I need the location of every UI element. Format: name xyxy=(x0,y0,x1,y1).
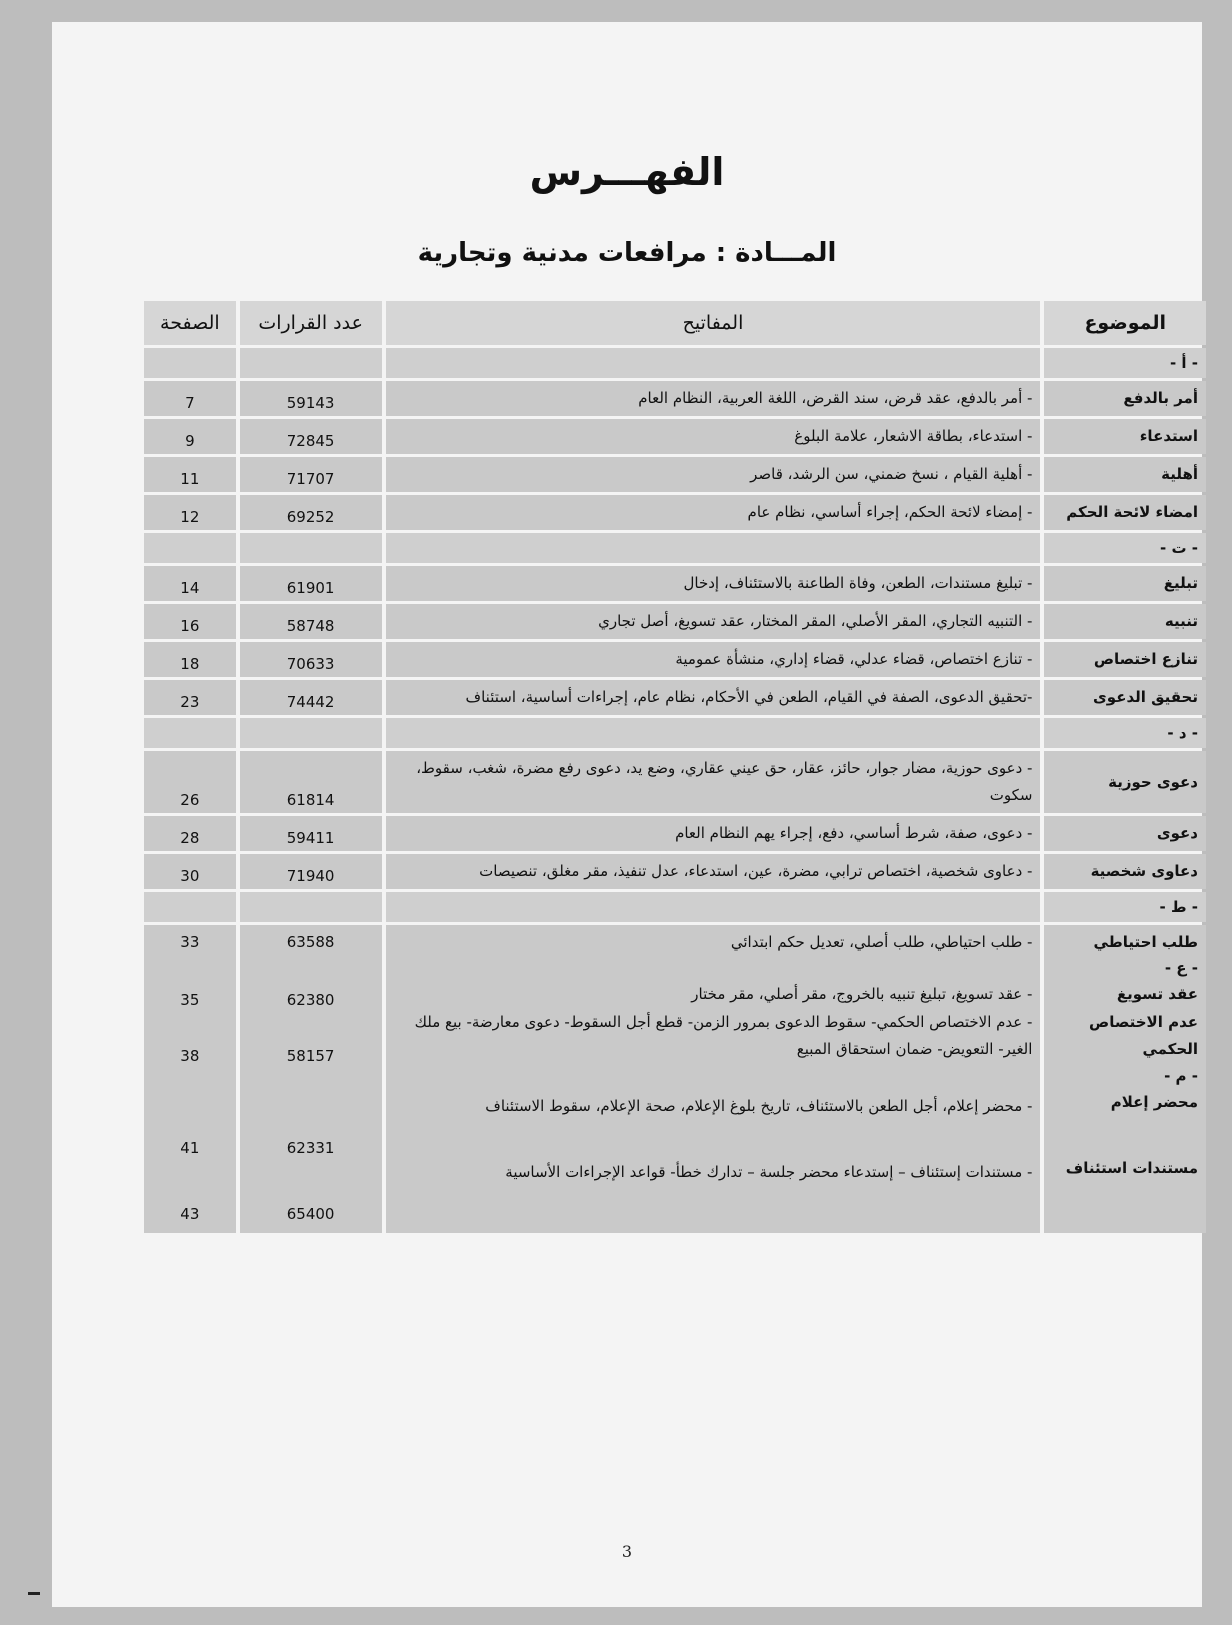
count-cell-item: 62380 xyxy=(286,991,335,1009)
keywords-cell-item: - عدم الاختصاص الحكمي- سقوط الدعوى بمرور الزمن- قطع أجل السقوط- دعوى معارضة- بيع ملك الغير- التعويض- ضمان استحقاق المبيع xyxy=(414,1013,1033,1058)
subject-cell-item: - م - xyxy=(1164,1067,1198,1085)
page-number: 3 xyxy=(621,1542,633,1561)
keywords-cell-item: - محضر إعلام، أجل الطعن بالاستئناف، تاريخ بلوغ الإعلام، صحة الإعلام، سقوط الاستئناف xyxy=(485,1097,1033,1115)
keywords-cell: - أهلية القيام ، نسخ ضمني، سن الرشد، قاصر xyxy=(386,457,1041,492)
keywords-cell: - دعوى، صفة، شرط أساسي، دفع، إجراء يهم النظام العام xyxy=(386,816,1041,851)
page-cell: 7 xyxy=(144,381,236,416)
page-cell-item: 38 xyxy=(180,1047,200,1065)
count-cell: 59411 xyxy=(240,816,382,851)
count-cell: 69252 xyxy=(240,495,382,530)
subject-cell-item: طلب احتياطي xyxy=(1093,933,1198,951)
subject-cell: تنبيه xyxy=(1044,604,1206,639)
section-letter: - أ - xyxy=(1044,348,1206,378)
subject-cell: تحقيق الدعوى xyxy=(1044,680,1206,715)
table-row xyxy=(144,457,1206,492)
section-blank xyxy=(386,533,1041,563)
table-row xyxy=(144,495,1206,530)
page-cell: 30 xyxy=(144,854,236,889)
subject-cell: تنازع اختصاص xyxy=(1044,642,1206,677)
page-cell-item: 41 xyxy=(180,1139,200,1157)
section-blank xyxy=(144,348,236,378)
page-cell-item: 43 xyxy=(180,1205,200,1223)
keywords-cell: - أمر بالدفع، عقد قرض، سند القرض، اللغة العربية، النظام العام xyxy=(386,381,1041,416)
page-cell: 14 xyxy=(144,566,236,601)
keywords-cell: - دعاوى شخصية، اختصاص ترابي، مضرة، عين، استدعاء، عدل تنفيذ، مقر مغلق، تنصيصات xyxy=(386,854,1041,889)
table-row xyxy=(144,419,1206,454)
table-row xyxy=(144,680,1206,715)
document-page xyxy=(52,22,1202,1607)
header-keys: المفاتيح xyxy=(386,301,1041,345)
keywords-cell: - تبليغ مستندات، الطعن، وفاة الطاعنة بالاستئناف، إدخال xyxy=(386,566,1041,601)
keywords-cell-item: - عقد تسويغ، تبليغ تنبيه بالخروج، مقر أصلي، مقر مختار xyxy=(691,985,1033,1003)
page-cell: 28 xyxy=(144,816,236,851)
count-cell: 72845 xyxy=(240,419,382,454)
page-cell: 12 xyxy=(144,495,236,530)
page-cell-item: 35 xyxy=(180,991,200,1009)
page-cell: 23 xyxy=(144,680,236,715)
merged-block-row xyxy=(144,925,1206,1233)
subject-cell-item: مستندات استئناف xyxy=(1065,1159,1198,1177)
section-letter: - د - xyxy=(1044,718,1206,748)
section-blank xyxy=(144,892,236,922)
page-cell: 16 xyxy=(144,604,236,639)
keywords-cell xyxy=(386,925,1041,1233)
section-row xyxy=(144,718,1206,748)
subject-cell-item: محضر إعلام xyxy=(1110,1093,1198,1111)
count-cell: 74442 xyxy=(240,680,382,715)
header-page: الصفحة xyxy=(144,301,236,345)
subject-cell: امضاء لائحة الحكم xyxy=(1044,495,1206,530)
count-cell-item: 63588 xyxy=(286,933,335,951)
page-cell: 9 xyxy=(144,419,236,454)
count-cell-item: 65400 xyxy=(286,1205,335,1223)
subject-cell: دعوى حوزية xyxy=(1044,751,1206,813)
table-row xyxy=(144,816,1206,851)
section-blank xyxy=(240,533,382,563)
section-blank xyxy=(144,718,236,748)
index-title: الفهـــرس xyxy=(529,150,725,194)
index-table xyxy=(140,298,1210,1236)
section-letter: - ت - xyxy=(1044,533,1206,563)
section-row xyxy=(144,892,1206,922)
table-row xyxy=(144,642,1206,677)
table-row xyxy=(144,854,1206,889)
keywords-cell: - تنازع اختصاص، قضاء عدلي، قضاء إداري، منشأة عمومية xyxy=(386,642,1041,677)
subject-cell: أهلية xyxy=(1044,457,1206,492)
subject-cell: دعوى xyxy=(1044,816,1206,851)
section-blank xyxy=(386,718,1041,748)
page-cell xyxy=(144,925,236,1233)
count-cell: 61814 xyxy=(240,751,382,813)
section-blank xyxy=(144,533,236,563)
table-row xyxy=(144,566,1206,601)
subject-cell-item: - ع - xyxy=(1164,959,1198,977)
scan-mark xyxy=(28,1592,40,1595)
count-cell: 71707 xyxy=(240,457,382,492)
header-subject: الموضوع xyxy=(1044,301,1206,345)
count-cell: 71940 xyxy=(240,854,382,889)
section-blank xyxy=(240,718,382,748)
section-row xyxy=(144,348,1206,378)
subject-subtitle: المـــادة : مرافعات مدنية وتجارية xyxy=(417,238,837,268)
page-cell: 11 xyxy=(144,457,236,492)
count-cell: 70633 xyxy=(240,642,382,677)
header-count: عدد القرارات xyxy=(240,301,382,345)
keywords-cell: - إمضاء لائحة الحكم، إجراء أساسي، نظام عام xyxy=(386,495,1041,530)
subject-cell-item: عقد تسويغ xyxy=(1116,985,1198,1003)
page-cell: 26 xyxy=(144,751,236,813)
section-letter: - ط - xyxy=(1044,892,1206,922)
keywords-cell-item: - طلب احتياطي، طلب أصلي، تعديل حكم ابتدائي xyxy=(730,933,1033,951)
keywords-cell: -تحقيق الدعوى، الصفة في القيام، الطعن في الأحكام، نظام عام، إجراءات أساسية، استئناف xyxy=(386,680,1041,715)
count-cell xyxy=(240,925,382,1233)
subject-cell: تبليغ xyxy=(1044,566,1206,601)
count-cell-item: 62331 xyxy=(286,1139,335,1157)
count-cell: 59143 xyxy=(240,381,382,416)
keywords-cell: - استدعاء، بطاقة الاشعار، علامة البلوغ xyxy=(386,419,1041,454)
section-row xyxy=(144,533,1206,563)
table-row xyxy=(144,604,1206,639)
section-blank xyxy=(240,892,382,922)
count-cell: 61901 xyxy=(240,566,382,601)
table-row xyxy=(144,381,1206,416)
section-blank xyxy=(386,892,1041,922)
subject-cell-item: عدم الاختصاص الحكمي xyxy=(1089,1013,1198,1058)
subject-cell: أمر بالدفع xyxy=(1044,381,1206,416)
keywords-cell-item: - مستندات إستئناف – إستدعاء محضر جلسة – تدارك خطأ- قواعد الإجراءات الأساسية xyxy=(505,1163,1033,1181)
count-cell: 58748 xyxy=(240,604,382,639)
section-blank xyxy=(240,348,382,378)
section-blank xyxy=(386,348,1041,378)
table-header-row xyxy=(144,301,1206,345)
subject-cell xyxy=(1044,925,1206,1233)
table-row xyxy=(144,751,1206,813)
count-cell-item: 58157 xyxy=(286,1047,335,1065)
page-cell: 18 xyxy=(144,642,236,677)
page-cell-item: 33 xyxy=(180,933,200,951)
subject-cell: استدعاء xyxy=(1044,419,1206,454)
keywords-cell: - دعوى حوزية، مضار جوار، حائز، عقار، حق عيني عقاري، وضع يد، دعوى رفع مضرة، شغب، سقوط، سكوت xyxy=(386,751,1041,813)
subject-cell: دعاوى شخصية xyxy=(1044,854,1206,889)
keywords-cell: - التنبيه التجاري، المقر الأصلي، المقر المختار، عقد تسويغ، أصل تجاري xyxy=(386,604,1041,639)
